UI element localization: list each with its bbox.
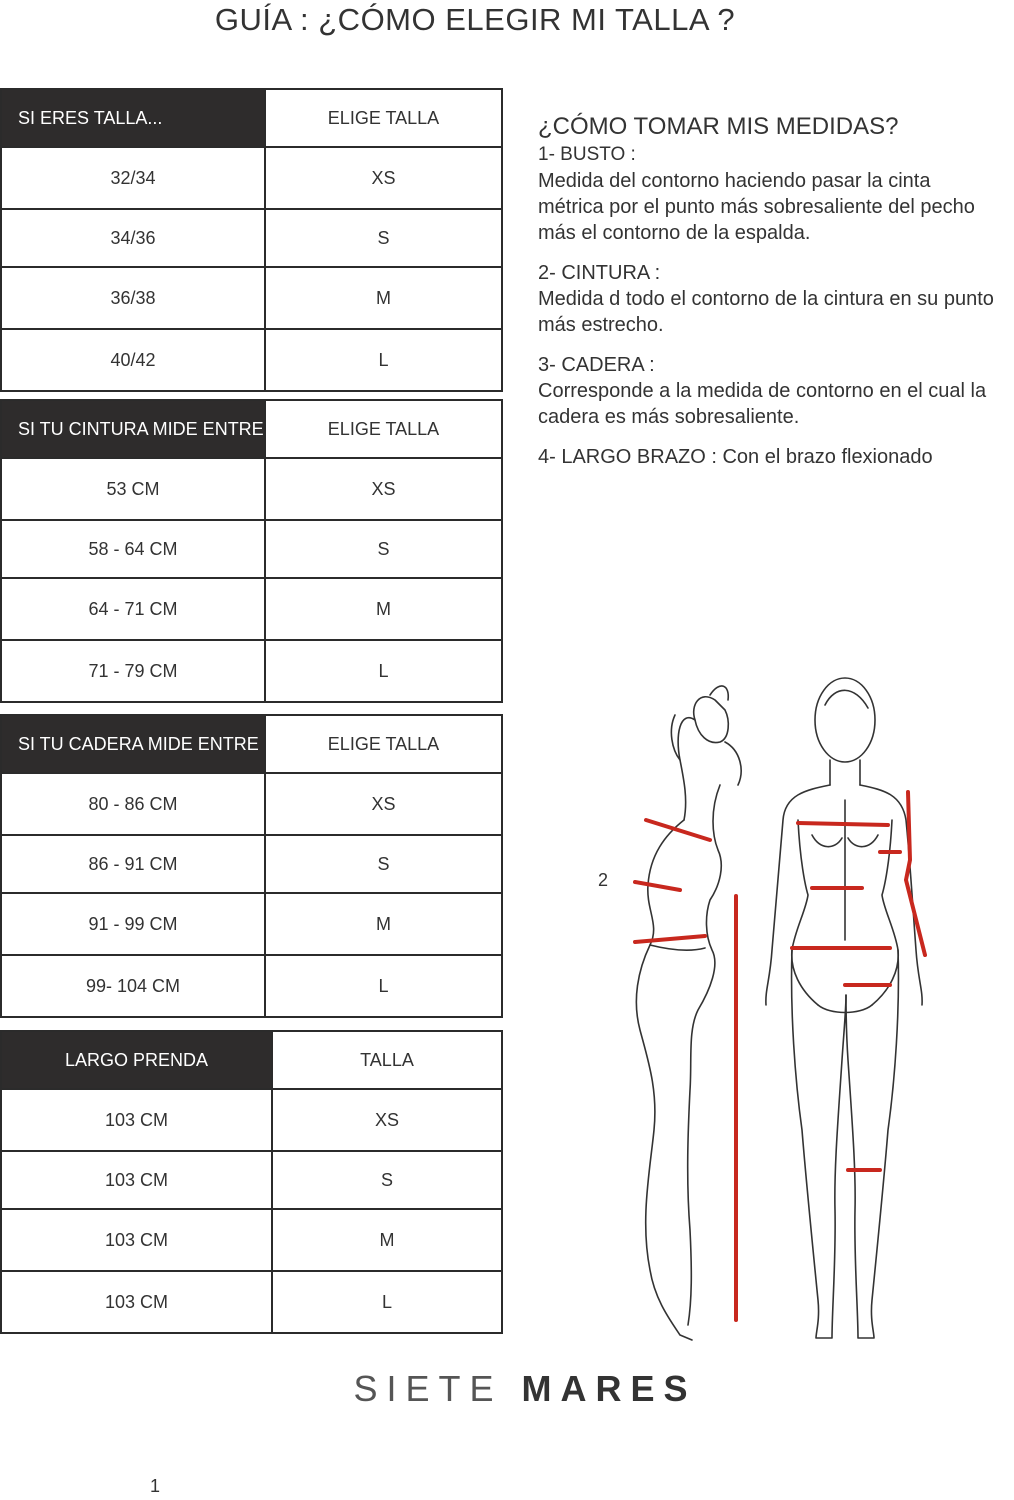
size-cell: L — [265, 640, 502, 702]
measure-cell: 103 CM — [1, 1089, 272, 1151]
instruction-title: 2- CINTURA : — [538, 262, 661, 284]
table-row — [1, 773, 502, 835]
size-cell: S — [265, 835, 502, 893]
instruction-body: Medida d todo el contorno de la cintura en su punto más estrecho. — [538, 288, 994, 336]
table-header-measure: SI TU CADERA MIDE ENTRE — [1, 715, 265, 773]
measure-cell: 53 CM — [1, 458, 265, 520]
size-cell: S — [265, 209, 502, 267]
table-row — [1, 1089, 502, 1151]
table-header-measure: SI ERES TALLA... — [1, 89, 265, 147]
page-number: 1 — [150, 1476, 161, 1496]
page-title: GUÍA : ¿CÓMO ELEGIR MI TALLA ? — [214, 2, 736, 37]
hip-table — [0, 714, 503, 1018]
table-header-size: ELIGE TALLA — [265, 89, 502, 147]
size-cell: L — [265, 329, 502, 391]
instruction-title: 3- CADERA : — [538, 354, 655, 376]
size-cell: XS — [265, 147, 502, 209]
side-hip-line — [635, 936, 705, 942]
table-row — [1, 1209, 502, 1271]
brand-word-light: SIETE — [353, 1368, 503, 1409]
size-cell: XS — [265, 773, 502, 835]
instruction-body: Medida del contorno haciendo pasar la cinta métrica por el punto más sobresaliente del pecho más el contorno de la espalda. — [538, 170, 975, 244]
instruction-arm — [538, 444, 998, 470]
brand-logo — [0, 1368, 1014, 1410]
arm-length-line — [906, 792, 925, 955]
front-figure-outline — [766, 678, 922, 1338]
measure-cell: 64 - 71 CM — [1, 578, 265, 640]
measure-cell: 86 - 91 CM — [1, 835, 265, 893]
table-row — [1, 458, 502, 520]
table-row — [1, 578, 502, 640]
table-row — [1, 267, 502, 329]
table-row — [1, 835, 502, 893]
measure-cell: 58 - 64 CM — [1, 520, 265, 578]
instruction-title: 1- BUSTO : — [538, 144, 636, 165]
table-row — [1, 209, 502, 267]
table-header-size: ELIGE TALLA — [265, 400, 502, 458]
size-table — [0, 88, 503, 392]
front-bust-line — [798, 823, 888, 825]
size-cell: S — [272, 1151, 502, 1209]
size-cell: XS — [272, 1089, 502, 1151]
measure-cell: 36/38 — [1, 267, 265, 329]
table-row — [1, 1151, 502, 1209]
table-row — [1, 893, 502, 955]
instruction-bust — [538, 142, 998, 246]
size-cell: M — [272, 1209, 502, 1271]
measure-cell: 91 - 99 CM — [1, 893, 265, 955]
side-figure-outline — [636, 686, 741, 1340]
table-header-measure: LARGO PRENDA — [1, 1031, 272, 1089]
waist-table — [0, 399, 503, 703]
measure-cell: 99- 104 CM — [1, 955, 265, 1017]
instructions-heading: ¿CÓMO TOMAR MIS MEDIDAS? — [538, 113, 899, 140]
size-cell: S — [265, 520, 502, 578]
measure-instructions — [538, 112, 998, 484]
instruction-title: 4- LARGO BRAZO : Con el brazo flexionado — [538, 446, 933, 468]
size-cell: L — [265, 955, 502, 1017]
table-row — [1, 520, 502, 578]
length-table — [0, 1030, 503, 1334]
table-row — [1, 955, 502, 1017]
size-cell: M — [265, 267, 502, 329]
table-row — [1, 329, 502, 391]
table-header-size: TALLA — [272, 1031, 502, 1089]
instruction-body: Corresponde a la medida de contorno en el cual la cadera es más sobresaliente. — [538, 380, 987, 428]
measure-cell: 71 - 79 CM — [1, 640, 265, 702]
side-waist-line — [635, 882, 680, 890]
brand-word-bold: MARES — [521, 1368, 697, 1409]
size-cell: M — [265, 578, 502, 640]
measure-cell: 34/36 — [1, 209, 265, 267]
table-header-size: ELIGE TALLA — [265, 715, 502, 773]
figure-label: 2 — [598, 870, 609, 890]
table-row — [1, 147, 502, 209]
instruction-hip — [538, 352, 998, 430]
size-cell: L — [272, 1271, 502, 1333]
size-cell: M — [265, 893, 502, 955]
size-cell: XS — [265, 458, 502, 520]
table-header-measure: SI TU CINTURA MIDE ENTRE — [1, 400, 265, 458]
measure-cell: 103 CM — [1, 1151, 272, 1209]
side-bust-line — [646, 820, 710, 840]
instruction-waist — [538, 260, 998, 338]
measure-cell: 103 CM — [1, 1209, 272, 1271]
measure-cell: 80 - 86 CM — [1, 773, 265, 835]
table-row — [1, 1271, 502, 1333]
measure-cell: 40/42 — [1, 329, 265, 391]
measure-cell: 32/34 — [1, 147, 265, 209]
measurement-lines — [635, 792, 925, 1320]
body-measurement-illustration — [580, 660, 960, 1350]
table-row — [1, 640, 502, 702]
measure-cell: 103 CM — [1, 1271, 272, 1333]
